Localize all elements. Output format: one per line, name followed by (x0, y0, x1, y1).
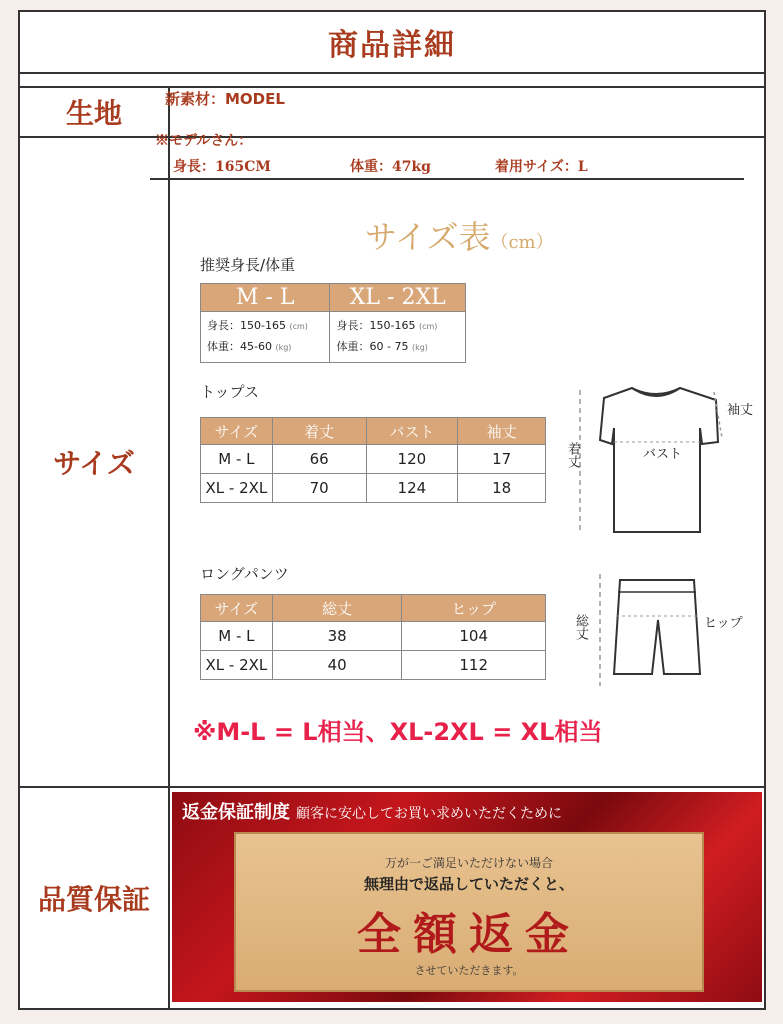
table-cell: M - L (201, 445, 273, 474)
table-cell: 104 (402, 622, 546, 651)
pants-table (200, 594, 546, 680)
pants-length-label: 総丈 (573, 614, 588, 640)
refund-guarantee-banner (172, 792, 762, 1002)
model-heading: ※モデルさん： (155, 133, 253, 149)
rec-weight-label: 体重： (336, 340, 370, 353)
model-weight: 体重：47kg (350, 159, 431, 175)
guarantee-full-refund: 全額返金 (357, 909, 581, 960)
table-row (201, 445, 546, 474)
rec-height-unit: (cm) (418, 322, 438, 331)
guarantee-line1: 万が一ご満足いただけない場合 (384, 856, 553, 870)
pants-header: サイズ (201, 595, 273, 622)
rec-cell-ml (201, 312, 330, 363)
table-cell: 38 (272, 622, 402, 651)
tops-header: バスト (366, 418, 458, 445)
pants-label: ロングパンツ (200, 565, 289, 583)
tops-header: 袖丈 (458, 418, 546, 445)
rec-header-xl: XL - 2XL (330, 284, 466, 312)
material-label: 生地 (20, 88, 170, 138)
guarantee-title: 返金保証制度 (182, 802, 290, 823)
size-equivalence-note: ※M-L = L相当、XL-2XL = XL相当 (193, 718, 603, 746)
rec-height-value: 150-165 (369, 319, 416, 332)
pants-header: 総丈 (272, 595, 402, 622)
quality-label: 品質保証 (20, 788, 170, 1008)
rec-weight-value: 60 - 75 (369, 340, 409, 353)
table-cell: M - L (201, 622, 273, 651)
tshirt-sleeve-label: 袖丈 (727, 403, 754, 418)
table-cell: XL - 2XL (201, 474, 273, 503)
table-row (201, 651, 546, 680)
table-cell: 120 (366, 445, 458, 474)
rec-weight-unit: (kg) (275, 343, 292, 352)
table-cell: 66 (272, 445, 366, 474)
pants-hip-label: ヒップ (704, 616, 743, 631)
table-cell: 70 (272, 474, 366, 503)
material-value: 新素材：MODEL (165, 90, 285, 108)
guarantee-line4: させていただきます。 (414, 964, 524, 977)
recommended-table (200, 283, 466, 363)
rec-height-label: 身長： (207, 319, 240, 332)
table-row (201, 474, 546, 503)
table-cell: 18 (458, 474, 546, 503)
table-cell: 124 (366, 474, 458, 503)
divider (150, 178, 744, 180)
tops-label: トップス (200, 383, 259, 401)
size-chart-title-text: サイズ表 (365, 218, 491, 256)
guarantee-line2: 無理由で返品していただくと、 (363, 875, 574, 893)
guarantee-heading (182, 798, 562, 824)
rec-height-label: 身長： (336, 319, 370, 332)
rec-weight-unit: (kg) (411, 343, 428, 352)
tops-header: 着丈 (272, 418, 366, 445)
tops-table (200, 417, 546, 503)
table-cell: XL - 2XL (201, 651, 273, 680)
tshirt-bust-label: バスト (643, 447, 683, 462)
model-height: 身長：165CM (173, 159, 271, 175)
pants-diagram (590, 570, 710, 690)
rec-height-value: 150-165 (240, 319, 286, 332)
recommended-label: 推奨身長/体重 (200, 256, 296, 274)
page-title: 商品詳細 (20, 12, 764, 74)
table-cell: 17 (458, 445, 546, 474)
tshirt-length-label: 着丈 (565, 442, 580, 468)
pants-header: ヒップ (402, 595, 546, 622)
rec-weight-label: 体重： (207, 340, 240, 353)
size-chart-title (365, 212, 554, 258)
guarantee-subtitle: 顧客に安心してお買い求めいただくために (296, 806, 562, 822)
divider (20, 74, 764, 88)
table-row (201, 622, 546, 651)
divider (170, 136, 764, 138)
divider (170, 786, 764, 788)
rec-height-unit: (cm) (289, 322, 308, 331)
table-cell: 40 (272, 651, 402, 680)
guarantee-box (234, 832, 704, 992)
tops-header: サイズ (201, 418, 273, 445)
size-label: サイズ (20, 138, 170, 788)
table-cell: 112 (402, 651, 546, 680)
model-wear-size: 着用サイズ：L (495, 159, 588, 175)
size-chart-unit: （cm） (490, 232, 554, 253)
rec-weight-value: 45-60 (240, 340, 272, 353)
rec-header-ml: M - L (201, 284, 330, 312)
rec-cell-xl (330, 312, 466, 363)
